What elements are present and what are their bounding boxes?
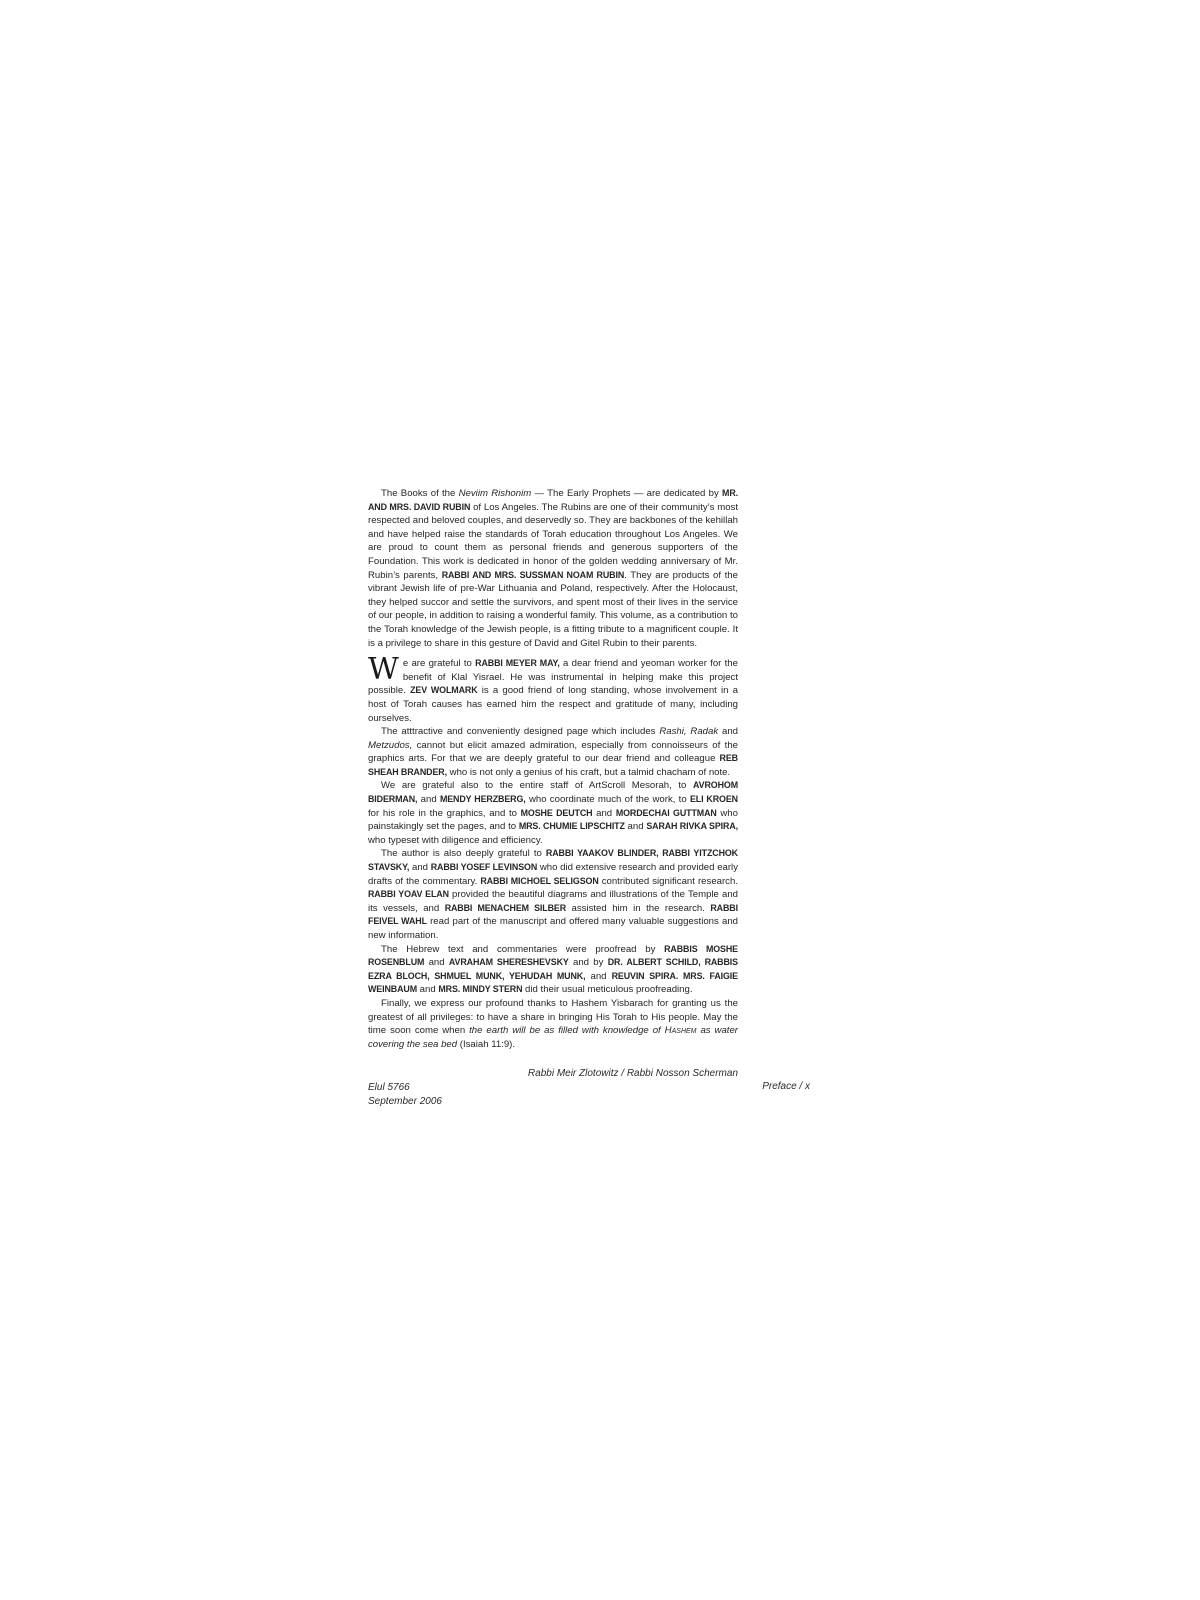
dropcap-letter: W — [368, 652, 399, 688]
text-segment: SARAH RIVKA SPIRA, — [646, 821, 739, 832]
text-segment: The Hebrew text and commentaries were proofread by — [381, 943, 665, 955]
text-segment: MORDECHAI GUTTMAN — [615, 807, 717, 818]
text-segment: RABBI MEYER MAY, — [475, 658, 560, 669]
text-segment: We are grateful also to the entire staff of ArtScroll Mesorah, to — [381, 780, 693, 792]
text-segment: MOSHE DEUTCH — [520, 807, 593, 818]
closing-thanks-paragraph — [368, 997, 738, 1051]
text-segment: — The Early Prophets — are dedicated by — [531, 488, 723, 499]
text-segment: RABBI YAAKOV BLINDER, RABBI YITZCHOK STAVSKY, — [368, 848, 738, 873]
text-segment: and — [424, 957, 449, 969]
text-segment: RABBI AND MRS. SUSSMAN NOAM RUBIN — [441, 569, 625, 580]
author-gratitude-paragraph — [368, 847, 738, 942]
signature-line: Rabbi Meir Zlotowitz / Rabbi Nosson Scherman — [527, 1068, 738, 1080]
text-segment: Rashi, Radak — [659, 726, 719, 738]
text-segment: ELI KROEN — [689, 794, 738, 805]
text-segment: and — [592, 807, 616, 819]
date-hebrew: Elul 5766 — [368, 1081, 410, 1093]
text-segment: provided the beautiful diagrams and illustrations of the Temple and its vessels, and — [368, 889, 738, 914]
text-segment: did their usual meticulous proofreading. — [522, 984, 693, 996]
page-footer: Preface / x — [762, 1081, 810, 1092]
text-segment: . They are products of the vibrant Jewish life of pre-War Lithuania and Poland, respectively. After the Holocaust, they helped succor and settle the survivors, and spent most of their lives in the service of our people, in addition to raising a wonderful family. This volume, as a contribution to the Torah knowledge of the Jewish people, is a fitting tribute to a magnificent couple. It is a privilege to share in this gesture of David and Gitel Rubin to their parents. — [368, 569, 738, 649]
staff-paragraph — [368, 779, 738, 847]
text-segment: assisted him in the research. — [566, 902, 711, 914]
text-segment: RABBI FEIVEL WAHL — [368, 902, 738, 927]
text-segment: DR. ALBERT SCHILD, RABBIS EZRA BLOCH, SHMUEL MUNK, YEHUDAH MUNK, — [368, 957, 738, 981]
text-segment: and — [624, 821, 647, 833]
text-segment: the earth will be as filled with knowledge of — [469, 1025, 665, 1037]
proofreading-paragraph — [368, 943, 738, 997]
dedication-paragraph — [368, 487, 738, 650]
text-segment: REB SHEAH BRANDER, — [368, 753, 738, 777]
text-segment: MR. AND MRS. DAVID RUBIN — [368, 488, 739, 512]
text-segment: AVROHOM BIDERMAN, — [368, 780, 738, 805]
text-segment: MRS. CHUMIE LIPSCHITZ — [518, 821, 625, 832]
gratitude-paragraph — [368, 652, 739, 725]
text-segment: Hashem — [664, 1025, 697, 1037]
text-segment: The Books of the — [381, 488, 459, 499]
text-segment: read part of the manuscript and offered many valuable suggestions and new information. — [368, 916, 738, 941]
text-segment: for his role in the graphics, and to — [368, 807, 521, 819]
text-segment: a dear friend and yeoman worker for the benefit of Klal Yisrael. He was instrumental in helping make this project possible. — [368, 658, 738, 697]
preface-paragraphs — [368, 487, 738, 1051]
text-segment: who did extensive research and provided early drafts of the commentary. — [368, 862, 738, 887]
text-segment: who painstakingly set the pages, and to — [368, 807, 738, 833]
text-segment: cannot but elicit amazed admiration, especially from connoisseurs of the graphics arts. For that we are deeply grateful to our dear friend and colleague — [368, 739, 738, 765]
text-segment: Finally, we express our profound thanks to Hashem Yisbarach for granting us the greatest of all privileges: to have a share in bringing His Torah to His people. May the time soon come when — [368, 997, 738, 1037]
text-segment: contributed significant research. — [598, 875, 738, 887]
text-segment: as water covering the sea bed — [368, 1025, 738, 1050]
text-segment: who typeset with diligence and efficiency. — [368, 834, 543, 846]
text-segment: and — [409, 862, 431, 874]
text-segment: and — [417, 984, 439, 996]
text-segment: RABBI MICHOEL SELIGSON — [480, 875, 599, 886]
text-segment: e are grateful to — [402, 658, 476, 670]
text-segment: MRS. MINDY STERN — [438, 984, 523, 995]
date-secular: September 2006 — [368, 1095, 442, 1107]
text-segment: RABBI MENACHEM SILBER — [444, 902, 567, 913]
text-segment: is a good friend of long standing, whose involvement in a host of Torah causes has earned him the respect and gratitude of many, including ourselves. — [368, 685, 739, 724]
text-segment: (Isaiah 11:9). — [457, 1038, 516, 1050]
text-segment: and — [585, 970, 612, 982]
text-segment: MENDY HERZBERG, — [439, 794, 526, 805]
text-segment: The author is also deeply grateful to — [381, 848, 546, 860]
page-design-paragraph — [368, 725, 738, 779]
text-segment: and by — [568, 957, 608, 969]
text-segment: Neviim Rishonim — [458, 488, 532, 499]
text-segment: who coordinate much of the work, to — [525, 794, 690, 806]
text-segment: AVRAHAM SHERESHEVSKY — [448, 957, 569, 968]
text-segment: who is not only a genius of his craft, but a talmid chacham of note. — [446, 766, 731, 778]
text-segment: The atttractive and conveniently designed page which includes — [381, 726, 660, 738]
text-segment: and — [718, 726, 739, 738]
text-segment: RABBIS MOSHE ROSENBLUM — [368, 943, 738, 968]
text-segment: and — [417, 794, 440, 806]
text-segment: ZEV WOLMARK — [410, 685, 478, 696]
text-segment: REUVIN SPIRA. MRS. FAIGIE WEINBAUM — [368, 970, 738, 995]
text-segment: Metzudos, — [368, 739, 413, 751]
text-segment: RABBI YOSEF LEVINSON — [430, 862, 538, 873]
text-segment: of Los Angeles. The Rubins are one of their community’s most respected and beloved couples, and deservedly so. They are backbones of the kehillah and have helped raise the standards of Torah education throughout Los Angeles. We are proud to count them as personal friends and generous supporters of the Foundation. This work is dedicated in honor of the golden wedding anniversary of Mr. Rubin’s parents, — [368, 501, 738, 581]
preface-text-block — [368, 487, 738, 1108]
text-segment: RABBI YOAV ELAN — [368, 889, 449, 900]
